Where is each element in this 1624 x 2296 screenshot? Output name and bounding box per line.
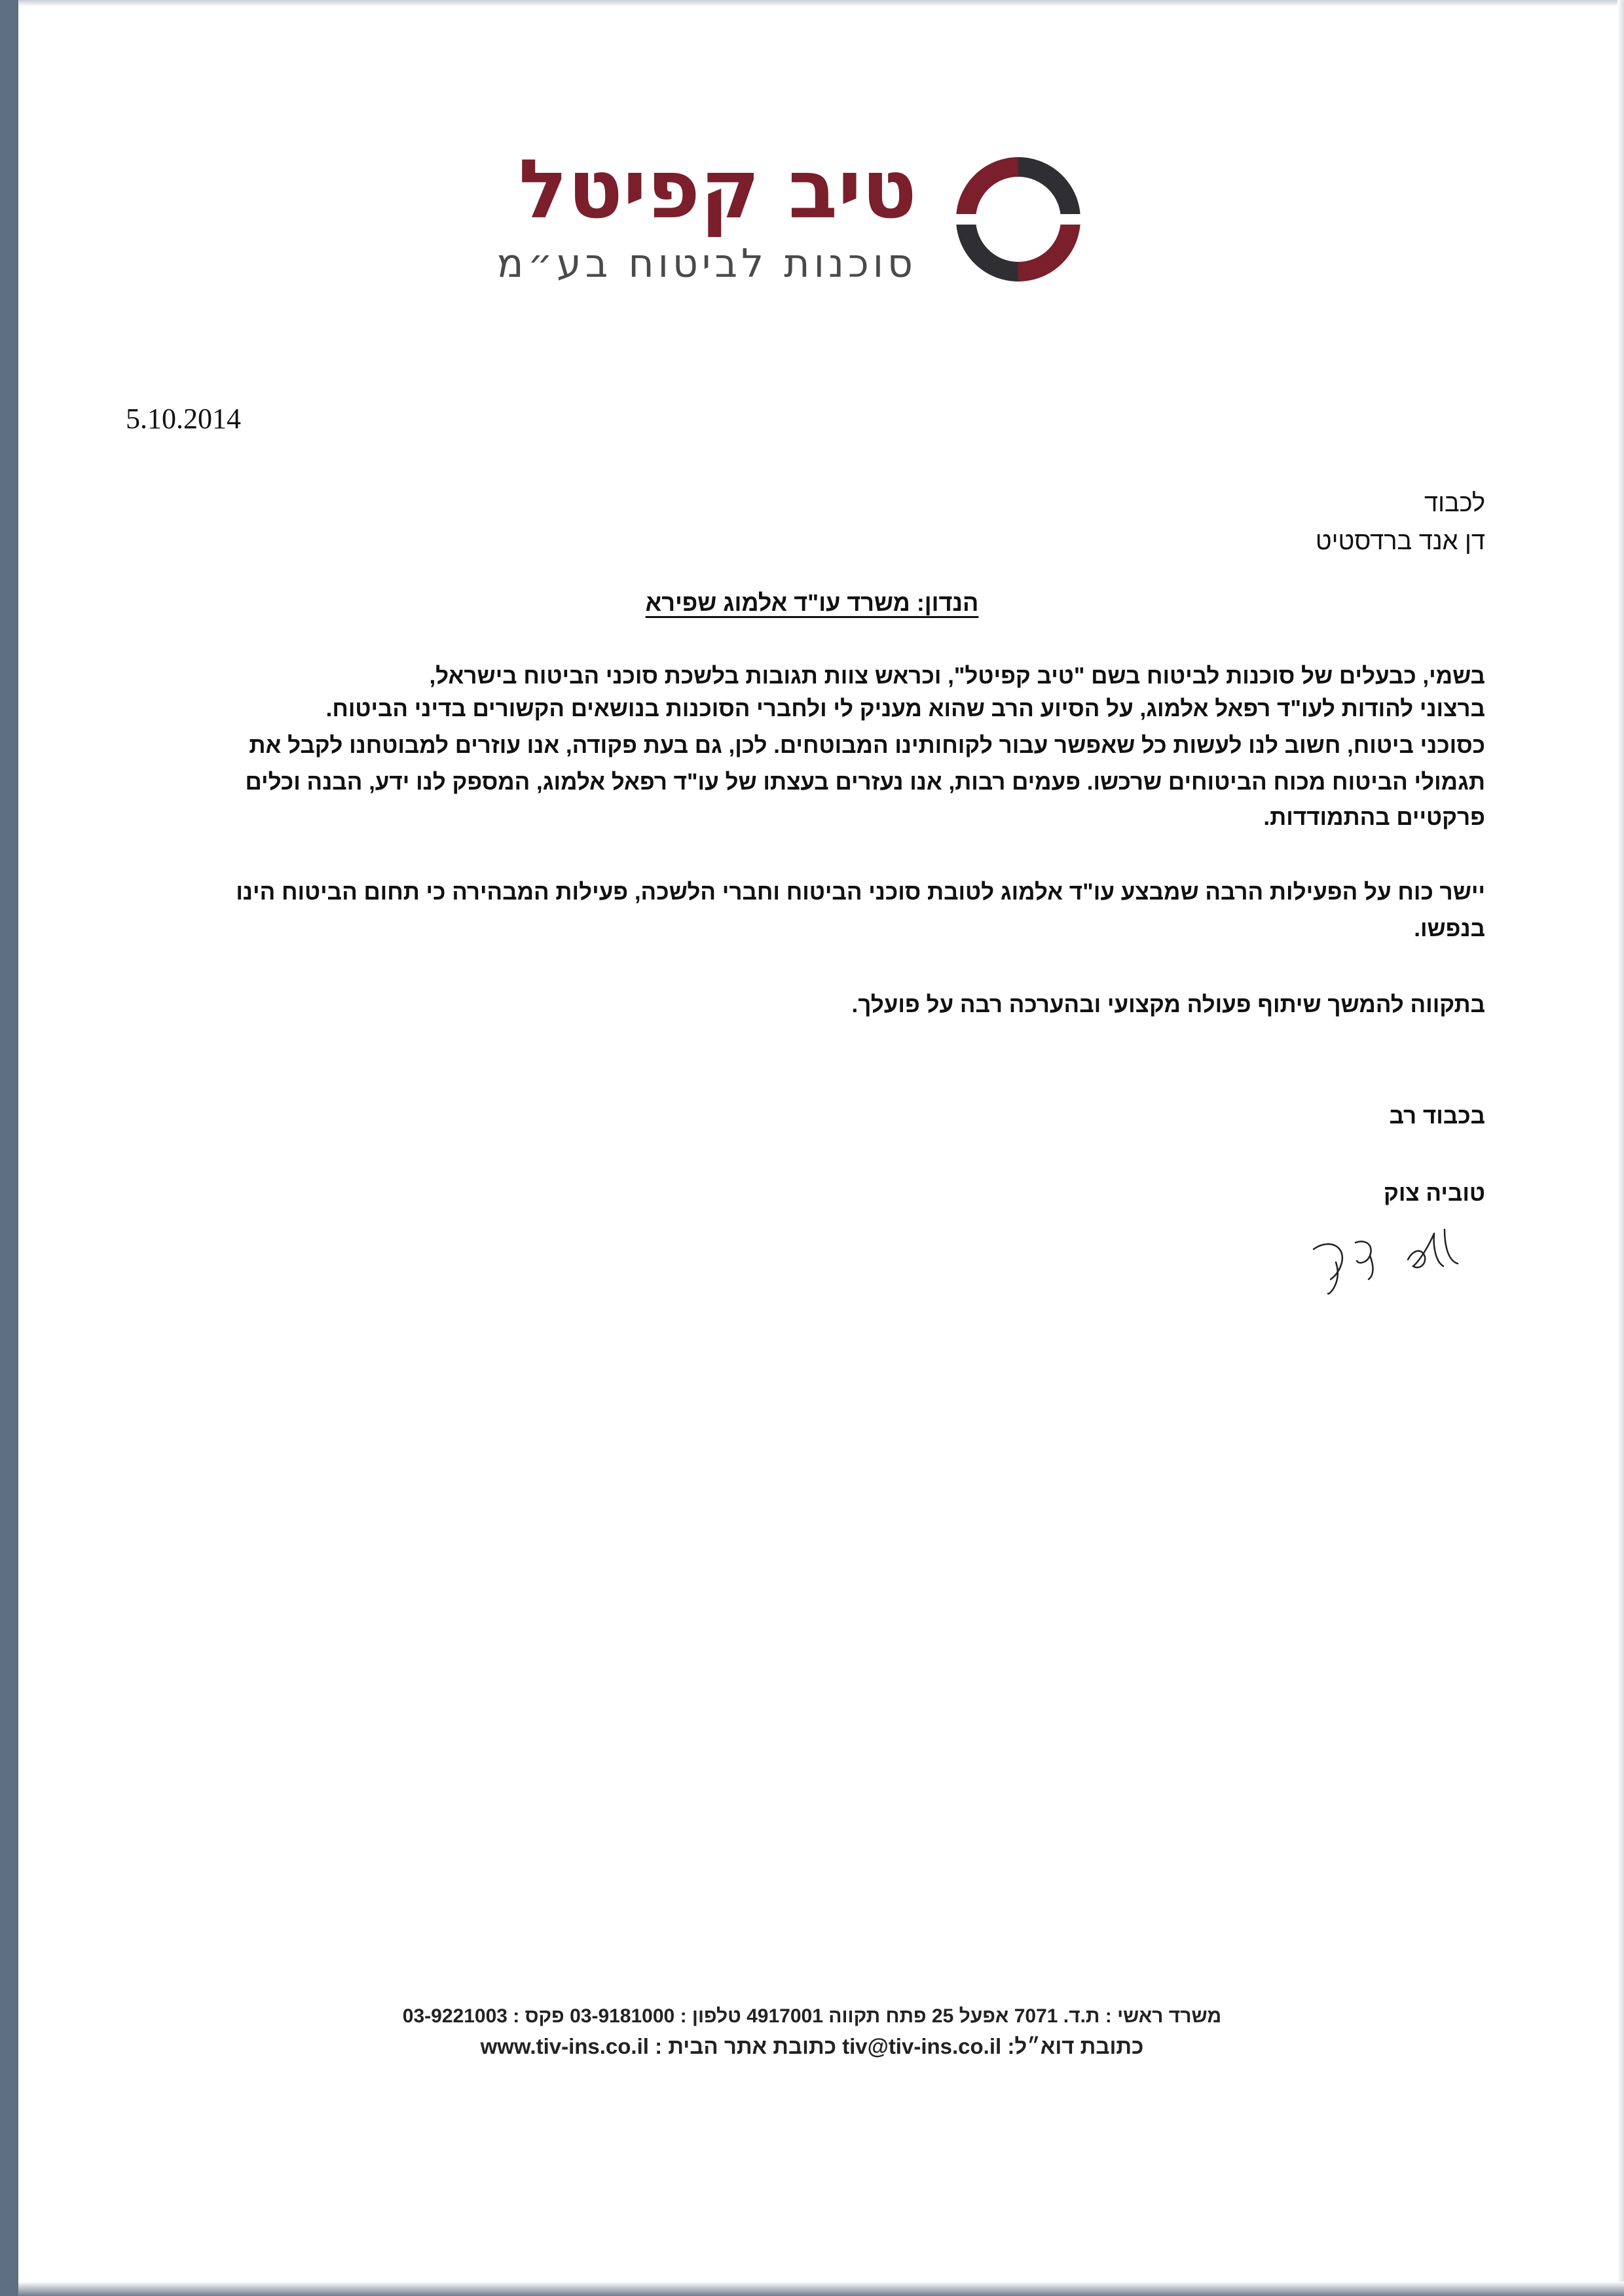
subject-line <box>0 585 1624 621</box>
body-line: בתקווה להמשך שיתוף פעולה מקצועי ובהערכה רבה על פועלך. <box>851 992 1485 1017</box>
signer-name: טוביה צוק <box>1383 1180 1485 1206</box>
recipient-name: דן אנד ברדסטיט <box>1315 528 1485 555</box>
body-line: פרקטיים בהתמודדות. <box>1263 805 1485 830</box>
circle-logo-icon <box>940 141 1097 298</box>
recipient-honorific: לכבוד <box>1424 490 1485 517</box>
letter-date: 5.10.2014 <box>126 403 241 435</box>
subject-text: הנדון: משרד עו"ד אלמוג שפירא <box>645 589 979 616</box>
body-line: בנפשו. <box>1414 916 1485 941</box>
logo-name: טיב קפיטל <box>518 143 917 237</box>
logo-subtitle: סוכנות לביטוח בע״מ <box>496 241 917 287</box>
handwritten-signature <box>1310 1223 1467 1295</box>
scan-edge-left <box>0 0 18 2296</box>
scan-edge-right <box>1617 0 1624 2296</box>
footer-address: משרד ראשי : ת.ד. 7071 אפעל 25 פתח תקווה 4917001 טלפון : 03-9181000 פקס : 03-9221003 <box>402 2005 1222 2027</box>
closing: בכבוד רב <box>1389 1103 1485 1129</box>
body-line: ברצוני להודות לעו"ד רפאל אלמוג, על הסיוע הרב שהוא מעניק לי ולחברי הסוכנות בנושאים הקשורים בדיני הביטוח. <box>325 696 1485 721</box>
body-line: יישר כוח על הפעילות הרבה שמבצע עו"ד אלמוג לטובת סוכני הביטוח וחברי הלשכה, פעילות המבהירה כי תחום הביטוח הינו <box>236 879 1485 905</box>
body-line: תגמולי הביטוח מכוח הביטוחים שרכשו. פעמים רבות, אנו נעזרים בעצתו של עו"ד רפאל אלמוג, המספק לנו ידע, הבנה וכלים <box>245 769 1485 795</box>
company-logo <box>496 134 1100 311</box>
scan-edge-top <box>18 0 1624 7</box>
body-line: כסוכני ביטוח, חשוב לנו לעשות כל שאפשר עבור לקוחותינו המבוטחים. לכן, גם בעת פקודה, אנו עוזרים למבוטחנו לקבל את <box>249 733 1485 758</box>
body-line: בשמי, כבעלים של סוכנות לביטוח בשם "טיב קפיטל", וכראש צוות תגובות בלשכת סוכני הביטוח בישראל, <box>429 663 1485 689</box>
scan-edge-bottom <box>18 2282 1624 2296</box>
footer-contact: כתובת דוא״ל: tiv@tiv-ins.co.il כתובת אתר הבית : www.tiv-ins.co.il <box>480 2034 1144 2058</box>
recipient-block <box>1316 484 1485 560</box>
